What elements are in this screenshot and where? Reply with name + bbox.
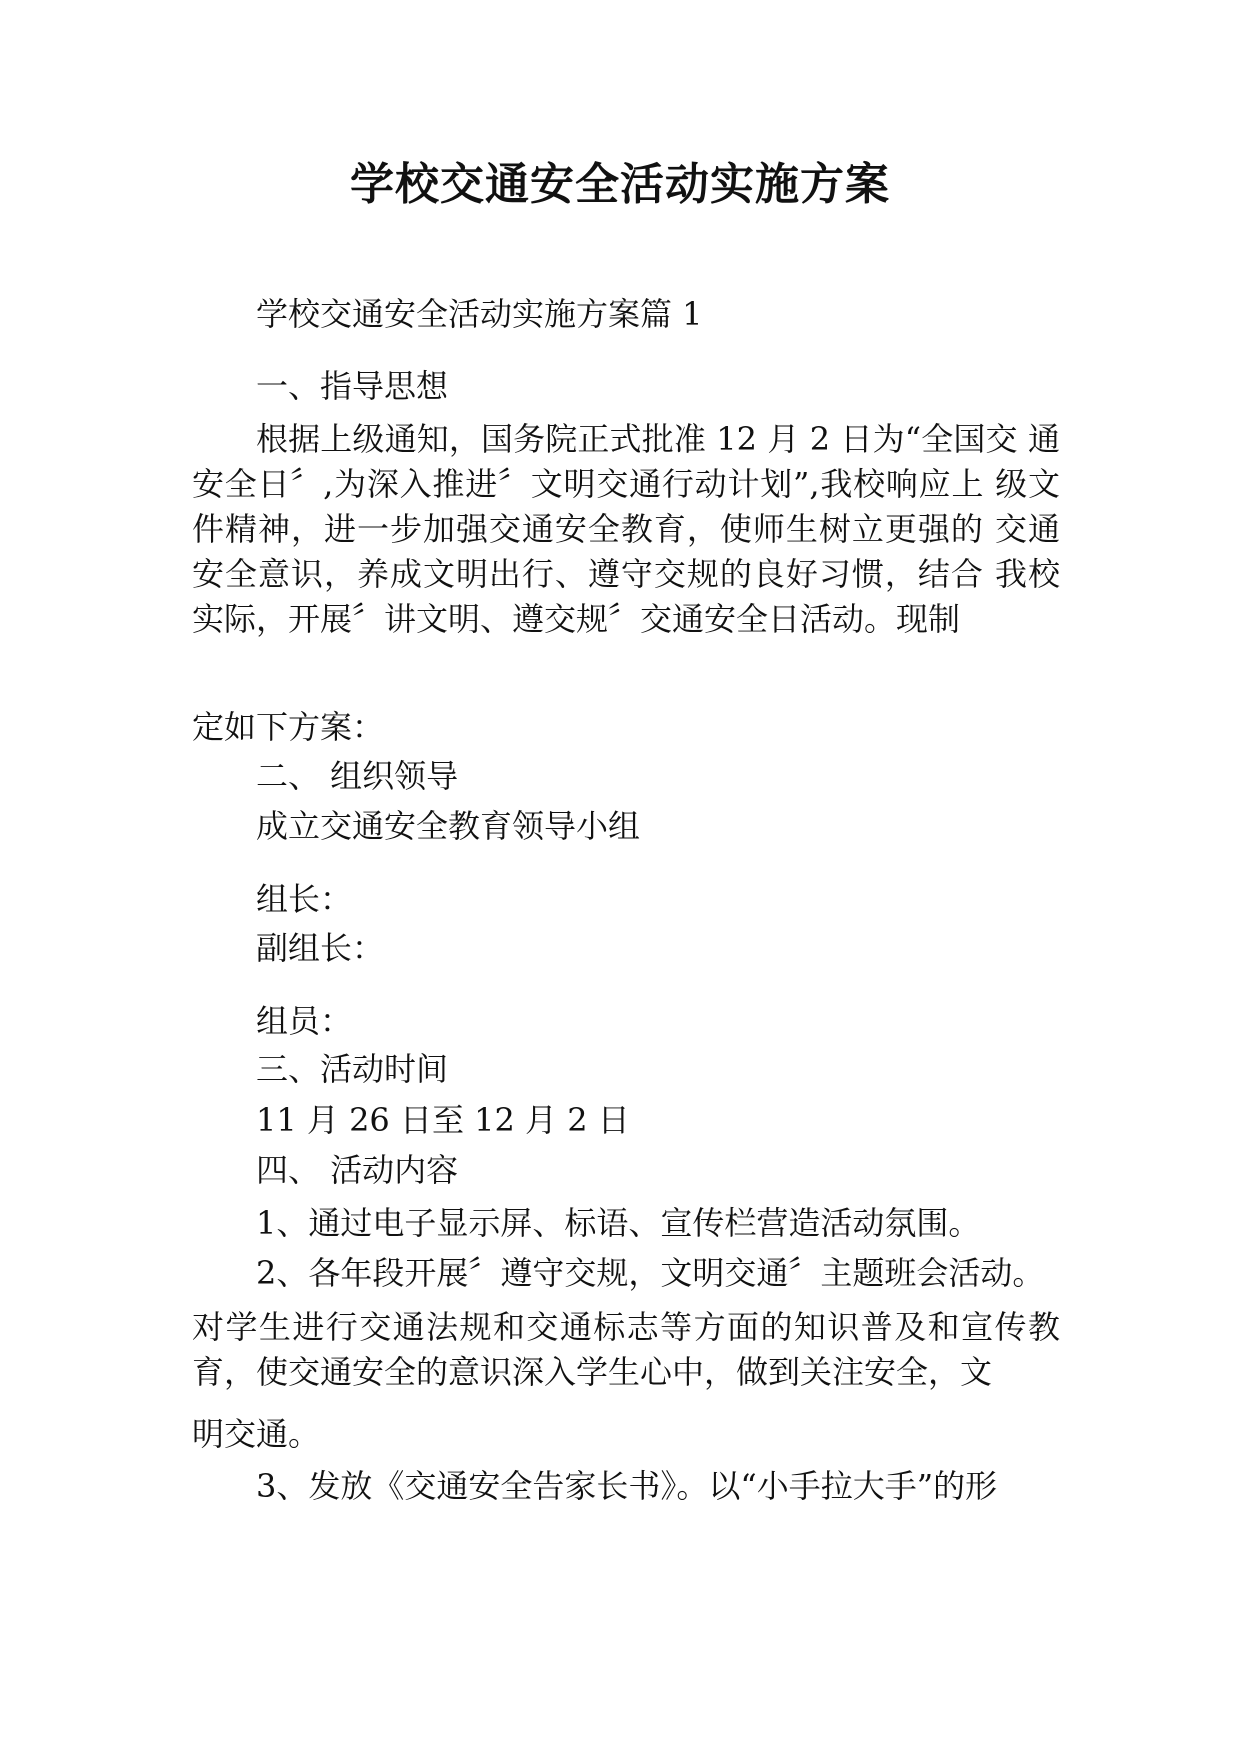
heading-activity-content: 四、 活动内容 [256,1151,459,1189]
line-members: 组员： [256,1002,353,1040]
paragraph-continuation: 定如下方案： [192,708,385,746]
heading-guiding-ideology: 一、指导思想 [256,367,449,405]
line-leadership-group: 成立交通安全教育领导小组 [256,807,641,845]
line-date-range: 11 月 26 日至 12 月 2 日 [256,1101,630,1139]
heading-activity-time: 三、活动时间 [256,1050,449,1088]
paragraph-background: 根据上级通知，国务院正式批准 12 月 2 日为“全国交 通安全日〞,为深入推进〞文明交通行动计划”,我校响应上 级文件精神，进一步加强交通安全教育，使师生树立更强的 交通安全意识，养成文明出行、遵守交规的良好习惯，结合 我校实际，开展〞讲文明、遵交规〞交通安全日活动。现制 [192,420,1060,638]
document-title: 学校交通安全活动实施方案 [350,159,890,210]
heading-organization: 二、 组织领导 [256,757,459,795]
section-subtitle: 学校交通安全活动实施方案篇 1 [256,295,703,333]
paragraph-item-2-detail: 对学生进行交通法规和交通标志等方面的知识普及和宣传教育，使交通安全的意识深入学生心中，做到关注安全，文 [192,1308,1060,1391]
line-deputy-leader: 副组长： [256,929,385,967]
list-item-2: 2、各年段开展〞遵守交规，文明交通〞主题班会活动。 [256,1254,1045,1292]
paragraph-item-2-end: 明交通。 [192,1415,321,1453]
line-group-leader: 组长： [256,880,353,918]
list-item-3: 3、发放《交通安全告家长书》。以“小手拉大手”的形 [256,1467,998,1505]
list-item-1: 1、通过电子显示屏、标语、宣传栏营造活动氛围。 [256,1204,981,1242]
